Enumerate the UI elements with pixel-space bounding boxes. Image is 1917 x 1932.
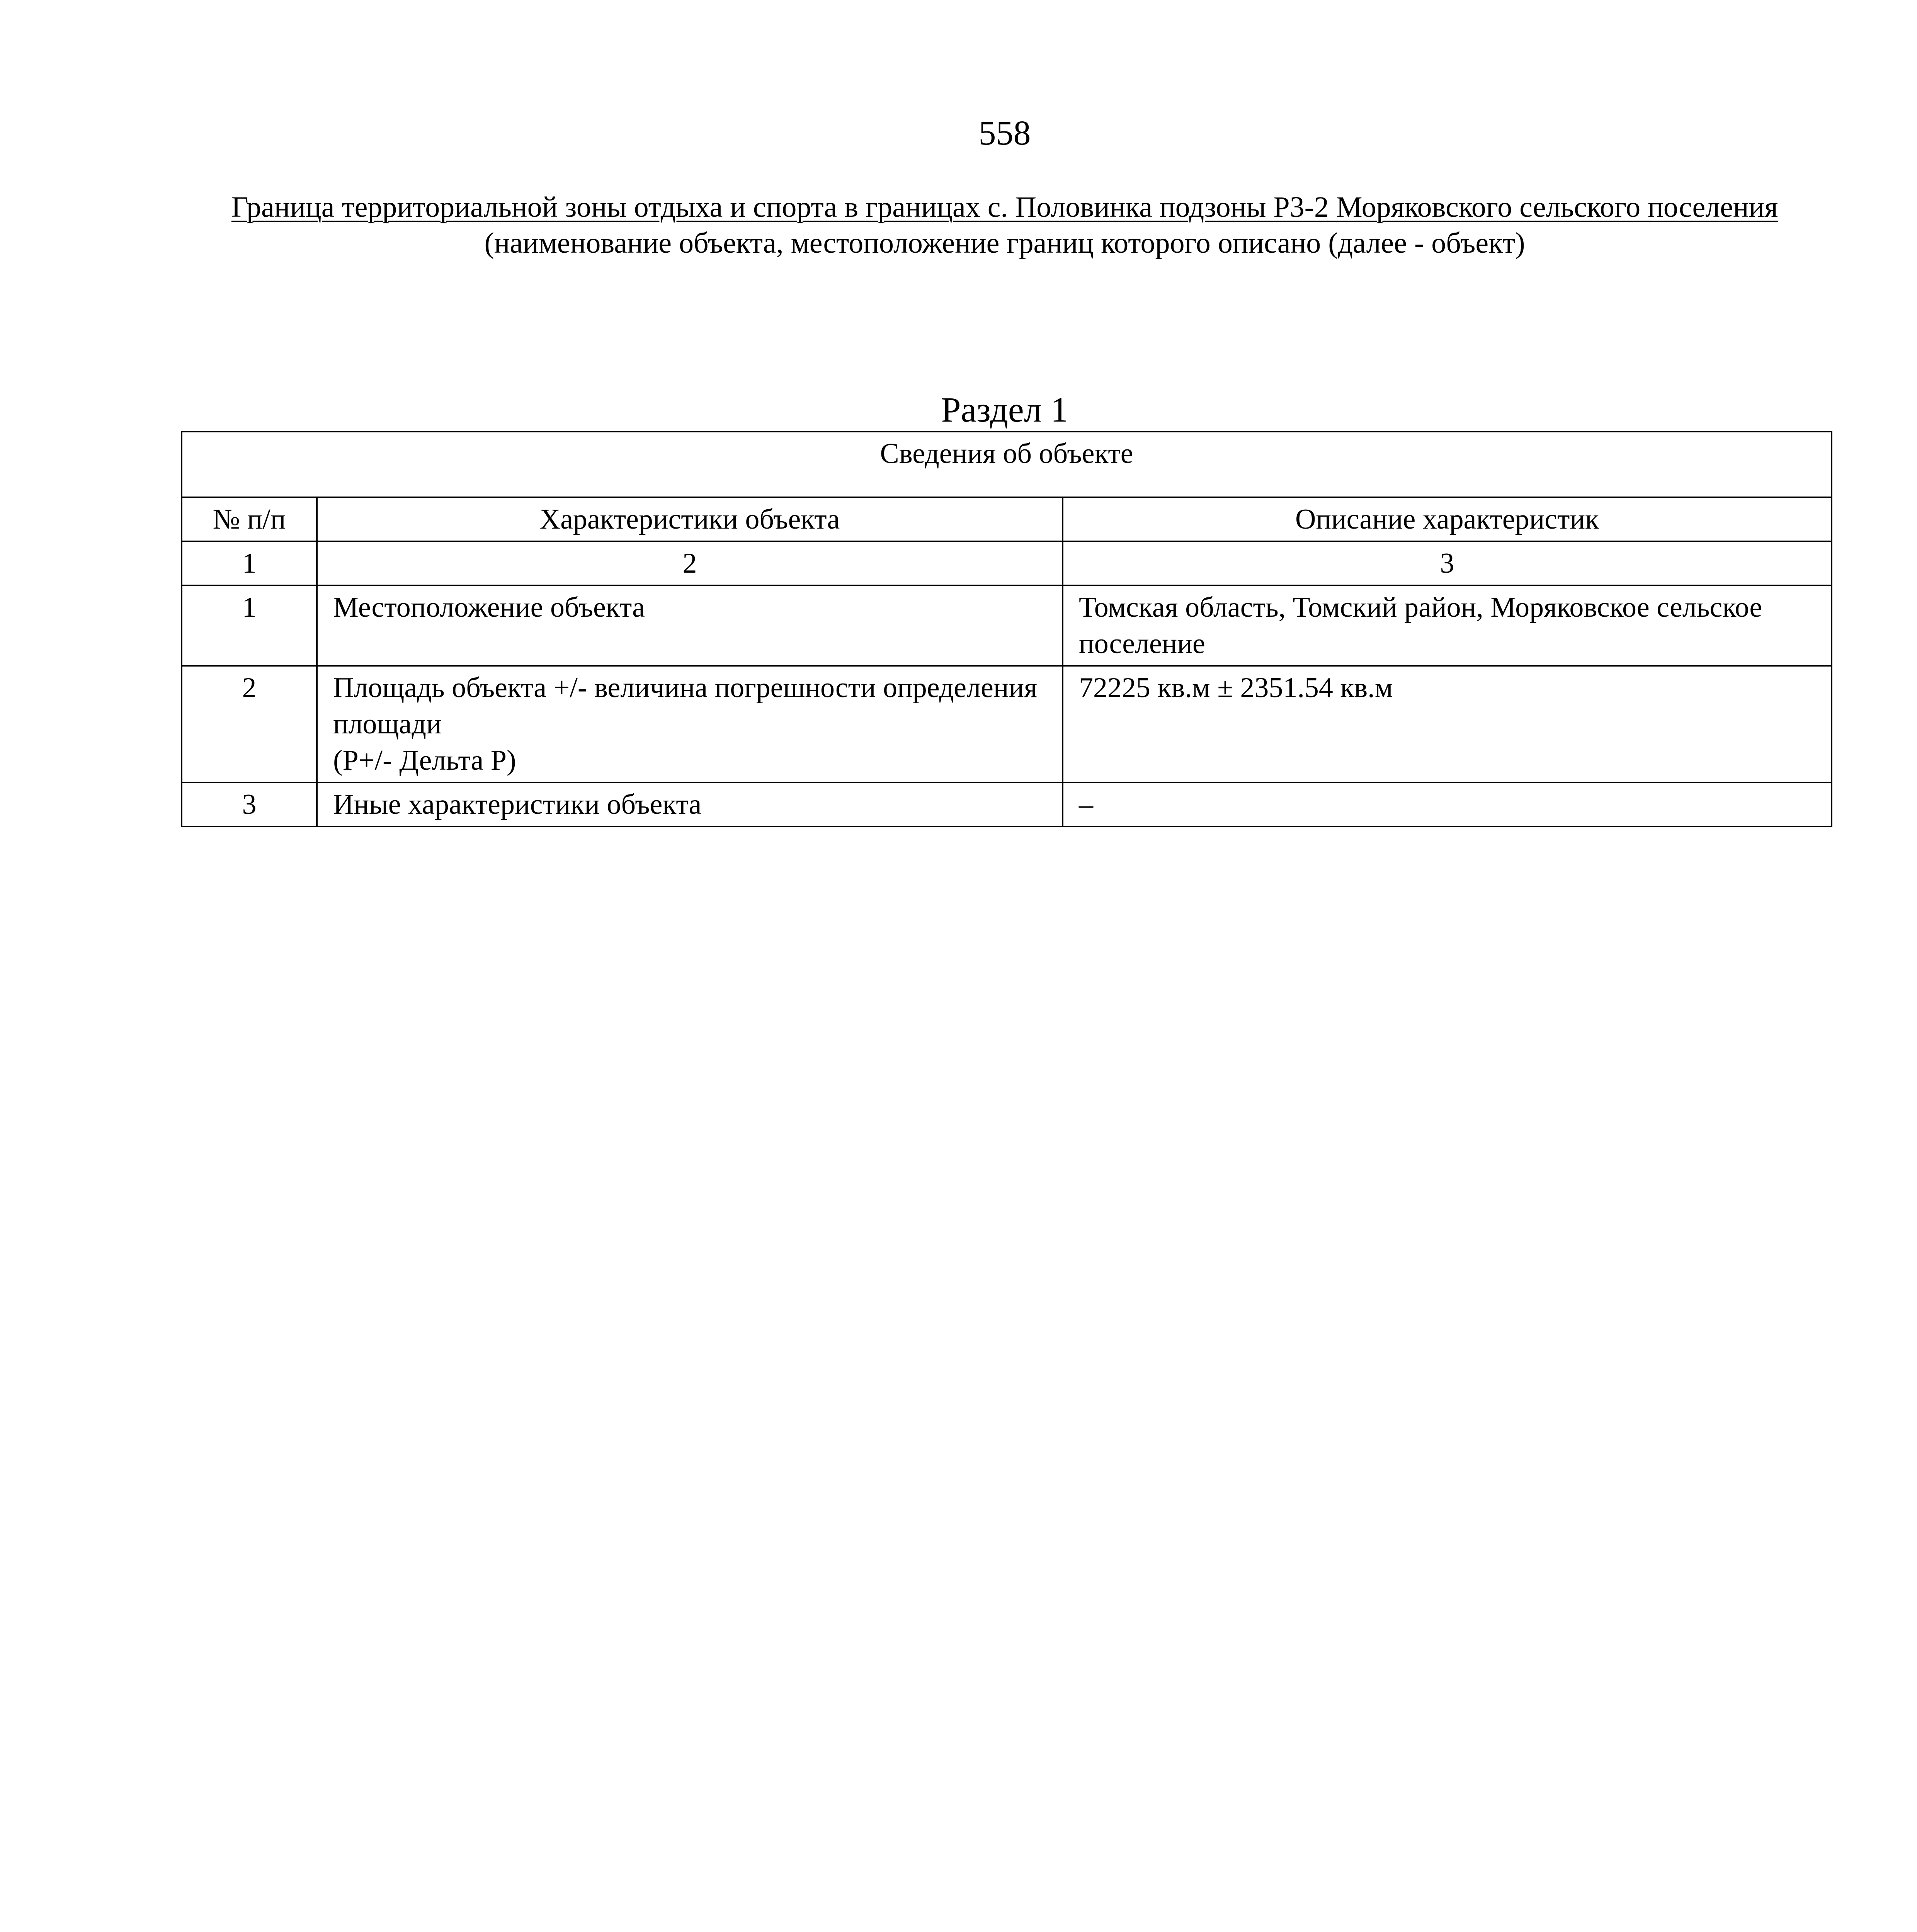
column-number-row bbox=[182, 541, 1832, 585]
table-row bbox=[182, 782, 1832, 827]
description-cell: Томская область, Томский район, Моряковское сельское поселение bbox=[1063, 585, 1832, 666]
column-number-cell: 3 bbox=[1063, 541, 1832, 585]
column-number-cell: 2 bbox=[317, 541, 1063, 585]
characteristic-formula: (Р+/- Дельта Р) bbox=[333, 745, 516, 776]
characteristic-cell bbox=[317, 666, 1063, 782]
table-row bbox=[182, 585, 1832, 666]
row-number-cell: 2 bbox=[182, 666, 317, 782]
row-number-cell: 1 bbox=[182, 585, 317, 666]
object-info-table bbox=[181, 431, 1832, 827]
object-name-caption: (наименование объекта, местоположение границ которого описано (далее - объект) bbox=[484, 227, 1525, 259]
characteristic-cell: Иные характеристики объекта bbox=[317, 782, 1063, 827]
document-header bbox=[216, 189, 1793, 261]
header-cell-characteristic: Характеристики объекта bbox=[317, 497, 1063, 541]
table-caption: Сведения об объекте bbox=[182, 432, 1832, 497]
description-cell: 72225 кв.м ± 2351.54 кв.м bbox=[1063, 666, 1832, 782]
characteristic-text: Площадь объекта +/- величина погрешности определения площади bbox=[333, 672, 1038, 740]
section-title: Раздел 1 bbox=[941, 390, 1068, 429]
object-name: Граница территориальной зоны отдыха и спорта в границах с. Половинка подзоны Р3-2 Моряковского сельского поселения bbox=[231, 191, 1778, 223]
table-caption-row bbox=[182, 432, 1832, 497]
characteristic-cell: Местоположение объекта bbox=[317, 585, 1063, 666]
description-cell: – bbox=[1063, 782, 1832, 827]
page-number: 558 bbox=[978, 114, 1031, 152]
header-cell-number: № п/п bbox=[182, 497, 317, 541]
header-cell-description: Описание характеристик bbox=[1063, 497, 1832, 541]
row-number-cell: 3 bbox=[182, 782, 317, 827]
table-header-row bbox=[182, 497, 1832, 541]
column-number-cell: 1 bbox=[182, 541, 317, 585]
table-row bbox=[182, 666, 1832, 782]
